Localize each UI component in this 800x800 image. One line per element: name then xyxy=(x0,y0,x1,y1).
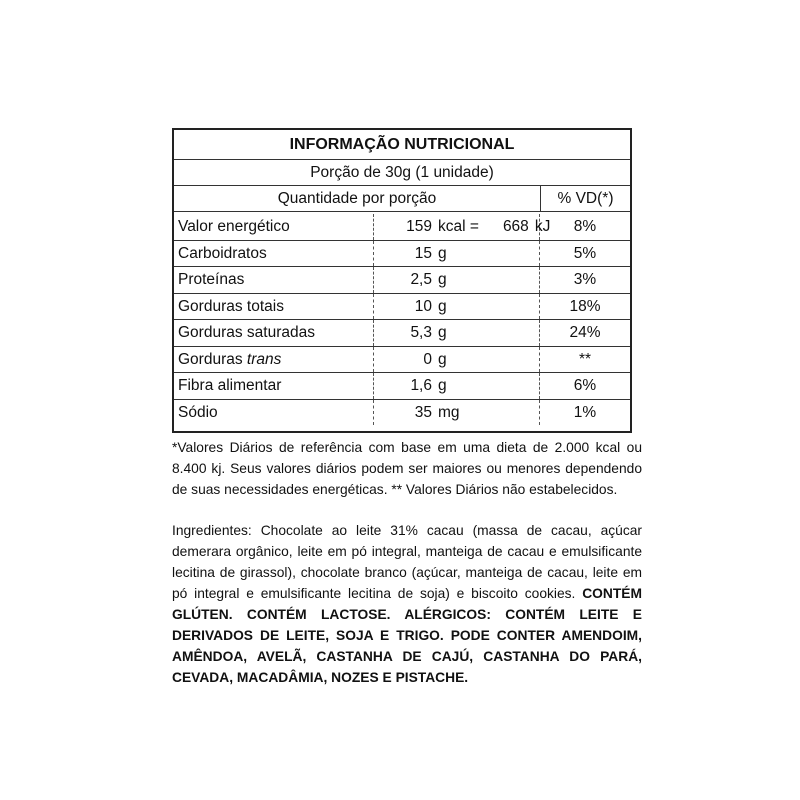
nutrient-amount xyxy=(374,347,540,373)
header-quantity: Quantidade por porção xyxy=(174,186,541,211)
nutrition-table xyxy=(172,128,632,433)
kj-unit: kJ xyxy=(534,218,551,235)
table-header xyxy=(174,186,630,212)
nutrient-vd: 1% xyxy=(573,403,597,421)
nutrient-amount xyxy=(374,241,540,267)
nutrient-vd: 18% xyxy=(569,297,601,315)
ingredients-text: Ingredientes: Chocolate ao leite 31% cacau (massa de cacau, açúcar demerara orgânico, leite em pó integral, manteiga de cacau e emulsificante lecitina de girassol), chocolate branco (açúcar, manteiga de cacau, leite em pó integral e emulsificante lecitina de soja) e biscoito cookies. xyxy=(172,523,642,601)
table-title: INFORMAÇÃO NUTRICIONAL xyxy=(174,130,630,160)
nutrient-name xyxy=(174,347,374,373)
amount-unit: g xyxy=(438,350,447,368)
amount-value: 2,5 xyxy=(410,271,432,288)
nutrient-name-prefix: Gorduras xyxy=(178,350,247,368)
table-row xyxy=(174,347,630,374)
nutrient-name: Proteínas xyxy=(174,267,374,293)
amount-unit: g xyxy=(438,271,447,288)
amount-value: 1,6 xyxy=(410,377,432,394)
daily-value-footnote: *Valores Diários de referência com base em uma dieta de 2.000 kcal ou 8.400 kj. Seus valores diários podem ser maiores ou menores dependendo de suas necessidades energéticas. ** Valores Diários não estabelecidos. xyxy=(172,440,642,497)
nutrition-label xyxy=(172,128,642,688)
portion-size: Porção de 30g (1 unidade) xyxy=(174,160,630,186)
nutrient-name: Valor energético xyxy=(174,214,374,240)
table-row xyxy=(174,241,630,268)
amount-value: 10 xyxy=(414,297,432,315)
nutrient-amount xyxy=(374,373,540,399)
nutrient-name-italic: trans xyxy=(246,350,282,368)
nutrient-vd: ** xyxy=(578,350,592,368)
nutrient-vd: 24% xyxy=(569,324,601,341)
nutrient-vd: 8% xyxy=(573,218,597,235)
ingredients-block xyxy=(172,520,642,688)
amount-value: 5,3 xyxy=(410,324,432,341)
amount-value: 15 xyxy=(414,244,432,262)
nutrient-name: Gorduras saturadas xyxy=(174,320,374,346)
table-row xyxy=(174,214,630,241)
amount-value: 159 xyxy=(406,218,432,235)
nutrient-name: Fibra alimentar xyxy=(174,373,374,399)
nutrient-rows xyxy=(174,212,630,431)
amount-value: 0 xyxy=(423,350,432,368)
nutrient-name: Sódio xyxy=(174,400,374,426)
header-daily-value: % VD(*) xyxy=(557,190,614,207)
nutrient-vd: 5% xyxy=(573,244,597,262)
amount-unit: mg xyxy=(438,403,460,421)
nutrient-amount xyxy=(374,294,540,320)
nutrient-vd: 3% xyxy=(573,271,597,288)
nutrient-vd: 6% xyxy=(573,377,597,394)
amount-unit: kcal = xyxy=(438,218,479,235)
allergens-text: CONTÉM GLÚTEN. CONTÉM LACTOSE. ALÉRGICOS: CONTÉM LEITE E DERIVADOS DE LEITE, SOJA E TRIGO. PODE CONTER AMENDOIM, AMÊNDOA, AVELÃ, CASTANHA DE CAJÚ, CASTANHA DO PARÁ, CEVADA, MACADÂMIA, NOZES E PISTACHE. xyxy=(172,586,642,685)
amount-unit: g xyxy=(438,324,447,341)
kj-value: 668 xyxy=(502,218,529,235)
amount-value: 35 xyxy=(414,403,432,421)
table-row xyxy=(174,267,630,294)
amount-unit: g xyxy=(438,297,447,315)
nutrient-amount xyxy=(374,320,540,346)
table-row xyxy=(174,294,630,321)
amount-unit: g xyxy=(438,377,447,394)
table-row xyxy=(174,320,630,347)
amount-unit: g xyxy=(438,244,447,262)
nutrient-amount xyxy=(374,267,540,293)
nutrient-name: Carboidratos xyxy=(174,241,374,267)
nutrient-name: Gorduras totais xyxy=(174,294,374,320)
table-row xyxy=(174,400,630,426)
nutrient-amount xyxy=(374,400,540,426)
nutrient-amount xyxy=(374,214,551,240)
table-row xyxy=(174,373,630,400)
